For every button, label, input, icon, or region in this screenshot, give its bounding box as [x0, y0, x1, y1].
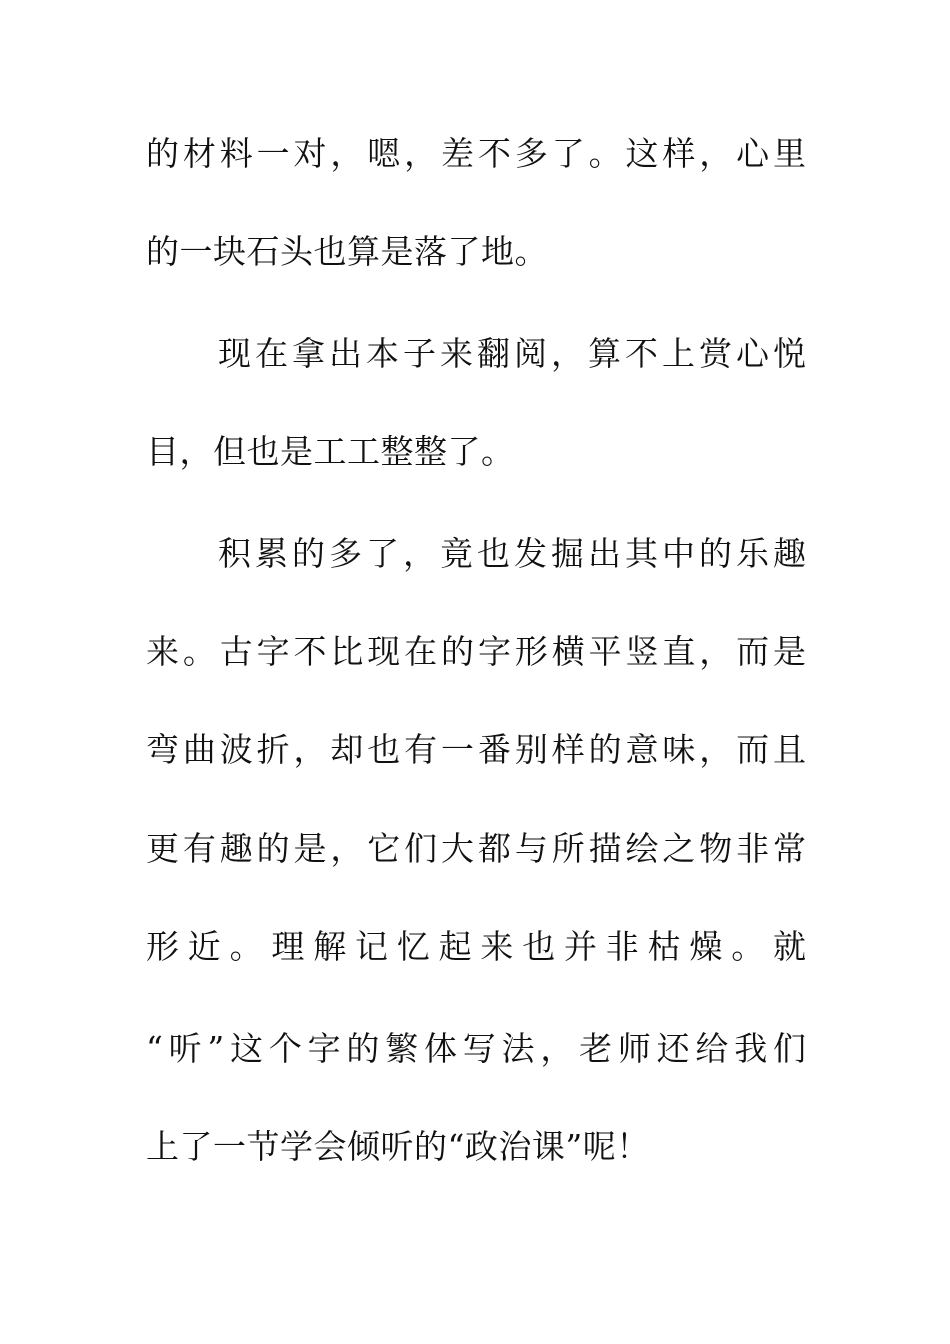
text-line: 目，但也是工工整整了。 — [146, 432, 515, 471]
text-line: 的一块石头也算是落了地。 — [146, 232, 548, 271]
text-line: 形近。理解记忆起来也并非枯燥。就 — [146, 927, 806, 966]
text-line: 现在拿出本子来翻阅，算不上赏心悦 — [218, 334, 806, 373]
text-line: 更有趣的是，它们大都与所描绘之物非常 — [146, 829, 806, 868]
text-line: 的材料一对，嗯，差不多了。这样，心里 — [146, 134, 806, 173]
text-line: “听”这个字的繁体写法，老师还给我们 — [146, 1029, 806, 1068]
text-line: 弯曲波折，却也有一番别样的意味，而且 — [146, 730, 806, 769]
text-line: 上了一节学会倾听的“政治课”呢！ — [146, 1127, 650, 1166]
text-line: 积累的多了，竟也发掘出其中的乐趣 — [218, 534, 806, 573]
text-line: 来。古字不比现在的字形横平竖直，而是 — [146, 632, 806, 671]
